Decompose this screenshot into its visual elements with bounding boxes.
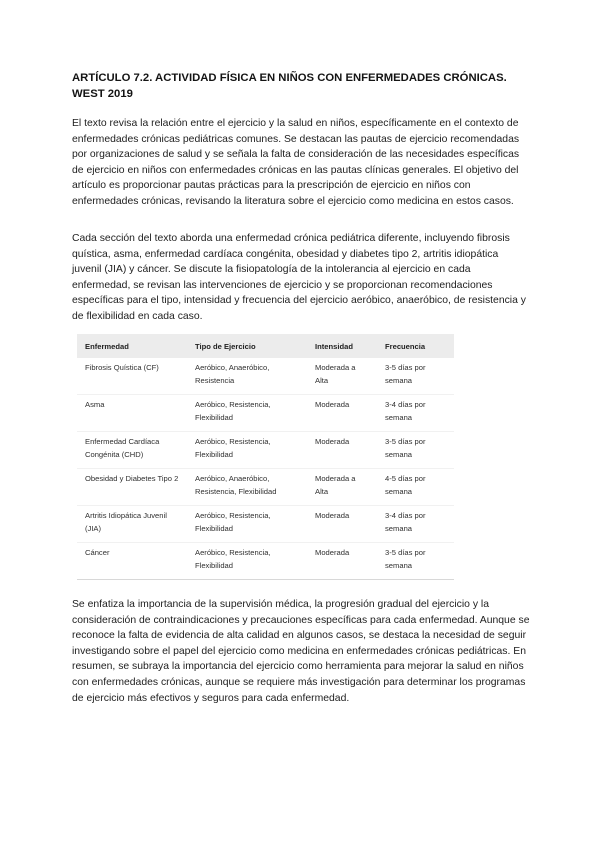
table-cell: Moderada xyxy=(307,395,377,432)
table-cell: Enfermedad Cardíaca Congénita (CHD) xyxy=(77,432,187,469)
table-header-row xyxy=(77,334,454,358)
table-row xyxy=(77,506,454,543)
table-cell: Moderada xyxy=(307,506,377,543)
table-cell: 3-4 días por semana xyxy=(377,506,454,543)
table-cell: Cáncer xyxy=(77,543,187,580)
header-tipo-ejercicio: Tipo de Ejercicio xyxy=(187,334,307,358)
table-cell: 4-5 días por semana xyxy=(377,469,454,506)
article-title: ARTÍCULO 7.2. ACTIVIDAD FÍSICA EN NIÑOS CON ENFERMEDADES CRÓNICAS. WEST 2019 xyxy=(72,72,507,100)
table-cell: 3-4 días por semana xyxy=(377,395,454,432)
paragraph-conclusion: Se enfatiza la importancia de la supervisión médica, la progresión gradual del ejercicio y la consideración de contraindicaciones y precauciones específicas para cada enfermedad. Aunque se reconoce la falta de evidencia de alta calidad en algunos casos, se destaca la necesidad de seguir investigando sobre el papel del ejercicio como medicina en enfermedades crónicas pediátricas. En resumen, se subraya la importancia del ejercicio como herramienta para mejorar la salud en niños con enfermedades crónicas, aunque se requiere más investigación para determinar los programas de ejercicio más efectivos y seguros para cada enfermedad. xyxy=(72,599,530,704)
table-cell: Moderada a Alta xyxy=(307,358,377,395)
paragraph-sections: Cada sección del texto aborda una enfermedad crónica pediátrica diferente, incluyendo fibrosis quística, asma, enfermedad cardíaca congénita, obesidad y diabetes tipo 2, artritis idiopática juvenil (JIA) y cáncer. Se discute la fisiopatología de la intolerancia al ejercicio en cada enfermedad, se revisan las intervenciones de ejercicio y se proporcionan recomendaciones específicas para el tipo, intensidad y frecuencia del ejercicio aeróbico, anaeróbico, de resistencia y de flexibilidad en cada caso. xyxy=(72,233,526,322)
table-cell: Aeróbico, Resistencia, Flexibilidad xyxy=(187,432,307,469)
table-cell: Obesidad y Diabetes Tipo 2 xyxy=(77,469,187,506)
table-cell: Moderada a Alta xyxy=(307,469,377,506)
table-cell: 3-5 días por semana xyxy=(377,432,454,469)
table-row xyxy=(77,469,454,506)
table-cell: Moderada xyxy=(307,432,377,469)
paragraph-intro: El texto revisa la relación entre el ejercicio y la salud en niños, específicamente en el contexto de enfermedades crónicas pediátricas comunes. Se destacan las pautas de ejercicio recomendadas por organizaciones de salud y se señala la falta de consideración de las necesidades específicas de ejercicio en niños con enfermedades crónicas en las pautas clínicas generales. El objetivo del artículo es proporcionar pautas prácticas para la prescripción de ejercicio en niños con enfermedades crónicas, revisando la literatura sobre el ejercicio como medicina en estos casos. xyxy=(72,118,520,207)
table-cell: Fibrosis Quística (CF) xyxy=(77,358,187,395)
header-frecuencia: Frecuencia xyxy=(377,334,454,358)
table-cell: 3-5 días por semana xyxy=(377,543,454,580)
table-cell: Moderada xyxy=(307,543,377,580)
table-cell: Aeróbico, Anaeróbico, Resistencia xyxy=(187,358,307,395)
table-cell: Aeróbico, Resistencia, Flexibilidad xyxy=(187,506,307,543)
table-cell: Aeróbico, Resistencia, Flexibilidad xyxy=(187,395,307,432)
table-row xyxy=(77,543,454,580)
table-cell: Asma xyxy=(77,395,187,432)
exercise-recommendations-table xyxy=(77,334,454,580)
table-row xyxy=(77,432,454,469)
table-row xyxy=(77,358,454,395)
table-cell: Aeróbico, Resistencia, Flexibilidad xyxy=(187,543,307,580)
table-cell: Aeróbico, Anaeróbico, Resistencia, Flexibilidad xyxy=(187,469,307,506)
header-intensidad: Intensidad xyxy=(307,334,377,358)
exercise-table-container xyxy=(77,334,454,580)
table-cell: Artritis Idiopática Juvenil (JIA) xyxy=(77,506,187,543)
table-row xyxy=(77,395,454,432)
header-enfermedad: Enfermedad xyxy=(77,334,187,358)
table-cell: 3-5 días por semana xyxy=(377,358,454,395)
